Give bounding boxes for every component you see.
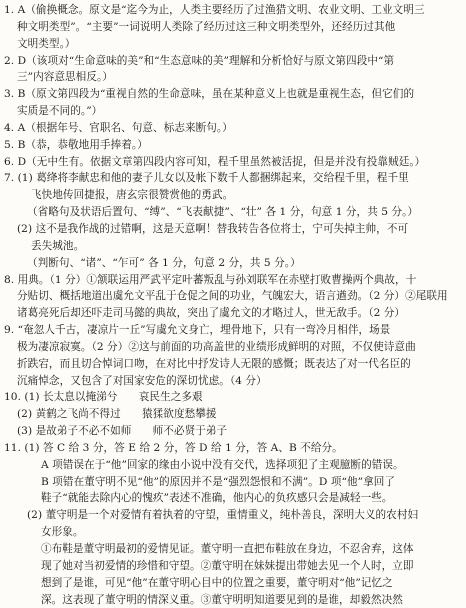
answer-1-line-2: 种文明类型”。“主要”一词说明人类除了经历过这三种文明类型外，还经历过其他 — [17, 20, 396, 33]
answer-7-line-1: 7. (1) 葛绛将李献忠和他的妻子儿女以及帐下数千人都捆绑起来，交给程千里，程千里 — [4, 172, 409, 185]
answer-9-line-3: 折跌宕，而且切合悼词口吻，在对比中抒发诗人无限的感慨；既表达了对一代名臣的 — [17, 357, 411, 370]
answer-10-line-1: 10. (1) 长太息以掩涕兮 哀民生之多艰 — [4, 391, 203, 404]
answer-10-line-2: (2) 黄鹤之飞尚不得过 猿猱欲度愁攀援 — [17, 408, 217, 421]
answer-3-line-2: 实质是不同的。”） — [17, 105, 103, 118]
answer-8-line-3: 诸葛亮死后却还吓走司马懿的典故，突出了虞允文的才略过人，世无敌手。（2 分） — [17, 307, 406, 320]
answer-7-line-3: （省略句及状语后置句、“缚”、“飞表献捷”、“壮” 各 1 分，句意 1 分，共 5 分。） — [27, 206, 419, 219]
answer-7-line-4: (2) 这不是我作战的过错啊，这是天意啊！替我转告各位将士，宁可失掉主帅，不可 — [17, 222, 409, 235]
answer-11-line-10: 深。这表现了董守明的情深义重。③董守明明知道要见到的是谁，却毅然决然 — [41, 593, 403, 606]
answer-11-line-2: A 项错误在于“他”回家的缘由小说中没有交代，选择项犯了主观臆断的错误。 — [41, 458, 404, 471]
answer-8-line-2: 分贴切、概括地道出虞允文平乱于仓促之间的功业，气魄宏大，语言遒劲。（2 分）②尾联用 — [17, 290, 448, 303]
answer-9-line-4: 沉痛悼念，又包含了对国家安危的深切忧虑。（4 分） — [17, 374, 267, 387]
answer-7-line-2: 飞快地传回捷报，唐玄宗很赞赏他的勇武。 — [31, 189, 234, 202]
answer-3-line-1: 3. B（原文第四段为“重视自然的生命意味，虽在某种意义上也就是重视生态，但它们的 — [4, 88, 415, 101]
answer-11-line-4: 鞋子“就能去除内心的愧疚”表述不准确，他内心的负疚感只会是减轻一些。 — [41, 492, 393, 505]
answer-5-line-1: 5. B（恭，恭敬地用手捧着。） — [4, 138, 148, 151]
answer-8-line-1: 8. 用典。（1 分）①颔联运用严武平定叶蕃叛乱与孙刘联军在赤壁打败曹操两个典故，十 — [4, 273, 417, 286]
answer-11-line-6: 女形象。 — [41, 526, 84, 539]
answer-6-line-1: 6. D（无中生有。依据文章第四段内容可知，程千里虽然被活捉，但是并没有投靠贼廷。） — [4, 155, 426, 168]
answer-9-line-2: 极为凄凉寂寞。（2 分）②这与前面的功高盖世的业绩形成鲜明的对照，不仅使诗意曲 — [17, 340, 416, 353]
answer-2-line-2: 三”内容意思相反。） — [17, 71, 113, 84]
answer-11-line-7: ①布鞋是董守明最初的爱情见证。董守明一直把布鞋放在身边，不忍舍弃，这体 — [41, 543, 414, 555]
answer-9-line-1: 9. “奄忽人千古，凄凉片一丘”写虞允文身亡，埋骨地下，只有一弯冷月相伴，场景 — [4, 324, 391, 337]
answer-11-line-8: 现了她对当初爱情的珍惜和守望。②董守明在妹妹提出带她去见一个人时，立即 — [41, 559, 414, 572]
answer-7-line-5: 丢失城池。 — [31, 239, 85, 252]
answer-1-line-1: 1. A（偷换概念。原文是“迄今为止，人类主要经历了过渔猎文明、农业文明、工业文明三 — [4, 4, 425, 16]
answer-11-line-3: B 项错在董守明不见“他”的原因并不是“强烈怨恨和不满”。D 项“他”拿回了 — [41, 475, 396, 488]
answer-11-line-5: (2) 董守明是一个对爱情有着执着的守望，重情重义，纯朴善良，深明大义的农村妇 — [27, 509, 419, 522]
answer-1-line-3: 文明类型。） — [17, 37, 76, 50]
answer-11-line-9: 想到了是谁，可见“他”在董守明心目中的位置之重要，董守明对“他”记忆之 — [41, 576, 393, 589]
answer-11-line-1: 11. (1) 答 C 给 3 分，答 E 给 2 分，答 D 给 1 分，答 A、B 不给分。 — [4, 441, 343, 454]
answer-2-line-1: 2. D（该项对“生命意味的美”和“生态意味的美”理解和分析恰好与原文第四段中“第 — [4, 54, 395, 67]
answer-4-line-1: 4. A（根据年号、官职名、句意、标志来断句。） — [4, 121, 233, 134]
answer-7-line-6: （判断句、“诸”、“乍可” 各 1 分，句意 2 分，共 5 分。） — [27, 256, 301, 269]
answer-10-line-3: (3) 是故弟子不必不如师 师不必贤于弟子 — [17, 425, 228, 438]
